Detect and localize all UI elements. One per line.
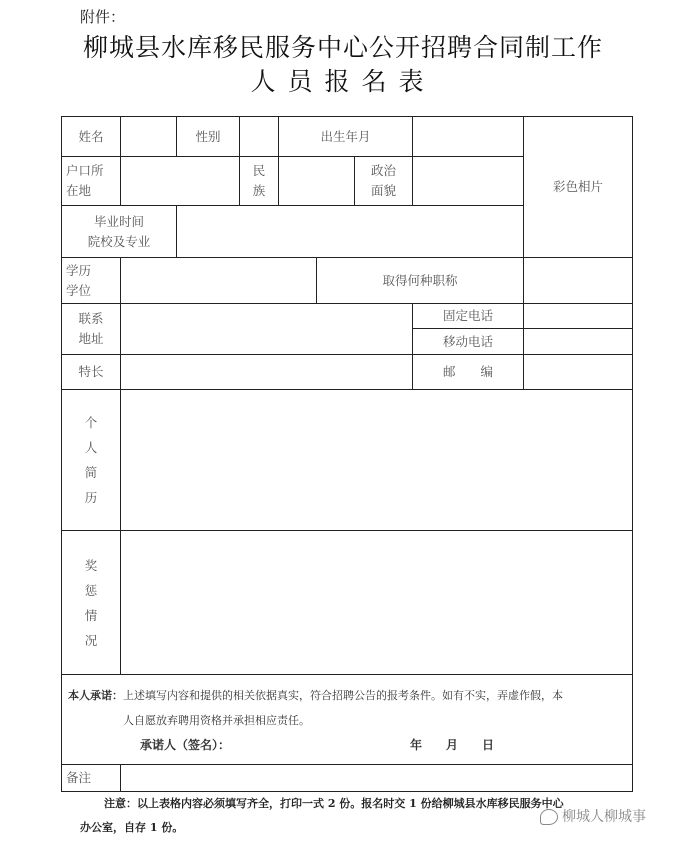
gender-label: 性别 bbox=[177, 117, 240, 157]
postcode-label: 邮 编 bbox=[413, 355, 524, 390]
degree-label: 学历 学位 bbox=[62, 258, 121, 304]
degree-field[interactable] bbox=[121, 258, 317, 304]
ethnic-label: 民 族 bbox=[240, 157, 279, 206]
mobile-phone-field[interactable] bbox=[524, 329, 633, 355]
birth-field[interactable] bbox=[413, 117, 524, 157]
pledge-lead: 本人承诺： bbox=[68, 689, 123, 702]
resume-field[interactable] bbox=[121, 390, 633, 531]
wechat-icon bbox=[540, 809, 558, 825]
note-line1: 注意：以上表格内容必须填写齐全，打印一式 2 份。报名时交 1 份给柳城县水库移民服务中心 bbox=[104, 797, 564, 810]
graduation-field[interactable] bbox=[177, 206, 524, 258]
address-label: 联系 地址 bbox=[62, 304, 121, 355]
awards-field[interactable] bbox=[121, 531, 633, 675]
specialty-label: 特长 bbox=[62, 355, 121, 390]
hukou-field[interactable] bbox=[121, 157, 240, 206]
title-obtained-field[interactable] bbox=[524, 258, 633, 304]
signer-label: 承诺人（签名）： bbox=[140, 738, 231, 752]
photo-label: 彩色相片 bbox=[553, 179, 604, 194]
address-field[interactable] bbox=[121, 304, 413, 355]
pledge-date: 年 月 日 bbox=[410, 738, 495, 752]
ethnic-field[interactable] bbox=[279, 157, 355, 206]
pledge-section bbox=[62, 675, 633, 765]
gender-field[interactable] bbox=[240, 117, 279, 157]
remark-label: 备注 bbox=[62, 765, 121, 792]
watermark-text: 柳城人柳城事 bbox=[562, 809, 646, 825]
form-title-line1: 柳城县水库移民服务中心公开招聘合同制工作 bbox=[82, 33, 603, 62]
hukou-label: 户口所 在地 bbox=[62, 157, 121, 206]
note-line2: 办公室，自存 1 份。 bbox=[80, 821, 184, 834]
postcode-field[interactable] bbox=[524, 355, 633, 390]
resume-label: 个 人 简 历 bbox=[62, 390, 121, 531]
attachment-label: 附件： bbox=[80, 8, 126, 26]
political-field[interactable] bbox=[413, 157, 524, 206]
name-label: 姓名 bbox=[62, 117, 121, 157]
specialty-field[interactable] bbox=[121, 355, 413, 390]
remark-field[interactable] bbox=[121, 765, 633, 792]
graduation-label: 毕业时间 院校及专业 bbox=[62, 206, 177, 258]
pledge-text1: 上述填写内容和提供的相关依据真实，符合招聘公告的报考条件。如有不实，弄虚作假，本 bbox=[123, 689, 563, 702]
watermark bbox=[540, 806, 646, 826]
name-field[interactable] bbox=[121, 117, 177, 157]
fixed-phone-label: 固定电话 bbox=[413, 304, 524, 329]
awards-label: 奖 惩 情 况 bbox=[62, 531, 121, 675]
photo-box[interactable] bbox=[524, 117, 633, 258]
title-obtained-label: 取得何种职称 bbox=[317, 258, 524, 304]
birth-label: 出生年月 bbox=[279, 117, 413, 157]
mobile-phone-label: 移动电话 bbox=[413, 329, 524, 355]
political-label: 政治 面貌 bbox=[355, 157, 413, 206]
form-title-line2: 人员报名表 bbox=[250, 67, 436, 96]
fixed-phone-field[interactable] bbox=[524, 304, 633, 329]
pledge-text2: 人自愿放弃聘用资格并承担相应责任。 bbox=[123, 714, 310, 727]
registration-table bbox=[61, 116, 633, 792]
